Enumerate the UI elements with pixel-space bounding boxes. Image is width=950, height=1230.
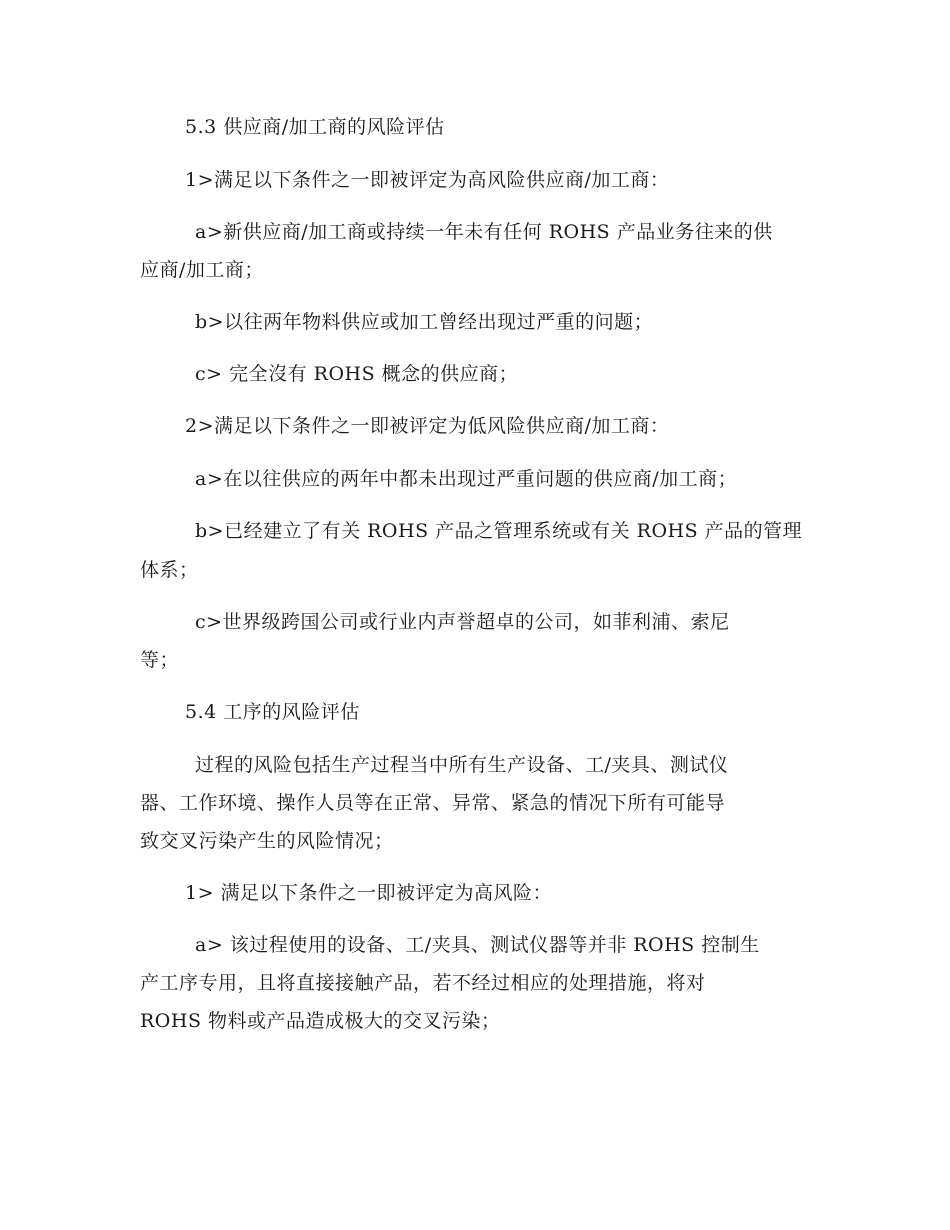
paragraph-line: c> 完全沒有 ROHS 概念的供应商；: [195, 363, 519, 385]
paragraph-line: 应商/加工商；: [140, 259, 264, 281]
paragraph-line: 1>满足以下条件之一即被评定为高风险供应商/加工商：: [185, 169, 670, 191]
paragraph-line: b>以往两年物料供应或加工曾经出现过严重的问题；: [195, 311, 654, 333]
paragraph-line: 1> 满足以下条件之一即被评定为高风险：: [185, 882, 553, 904]
section-heading-5-3: 5.3 供应商/加工商的风险评估: [185, 116, 445, 138]
paragraph-line: a>新供应商/加工商或持续一年未有任何 ROHS 产品业务往来的供: [195, 221, 773, 243]
paragraph-line: a> 该过程使用的设备、工/夹具、测试仪器等并非 ROHS 控制生: [195, 934, 760, 956]
paragraph-line: 器、工作环境、操作人员等在正常、异常、紧急的情况下所有可能导: [140, 792, 726, 814]
paragraph-line: c>世界级跨国公司或行业内声誉超卓的公司，如菲利浦、索尼: [195, 611, 730, 633]
paragraph-line: 过程的风险包括生产过程当中所有生产设备、工/夹具、测试仪: [195, 754, 729, 776]
paragraph-line: 产工序专用，且将直接接触产品，若不经过相应的处理措施，将对: [140, 972, 706, 994]
paragraph-line: b>已经建立了有关 ROHS 产品之管理系统或有关 ROHS 产品的管理: [195, 520, 803, 542]
paragraph-line: a>在以往供应的两年中都未出现过严重问题的供应商/加工商；: [195, 468, 738, 490]
paragraph-line: 2>满足以下条件之一即被评定为低风险供应商/加工商：: [185, 415, 670, 437]
section-heading-5-4: 5.4 工序的风险评估: [185, 701, 360, 723]
paragraph-line: ROHS 物料或产品造成极大的交叉污染；: [140, 1010, 501, 1032]
paragraph-line: 等；: [140, 649, 180, 671]
paragraph-line: 致交叉污染产生的风险情况；: [140, 830, 394, 852]
paragraph-line: 体系；: [140, 559, 199, 581]
